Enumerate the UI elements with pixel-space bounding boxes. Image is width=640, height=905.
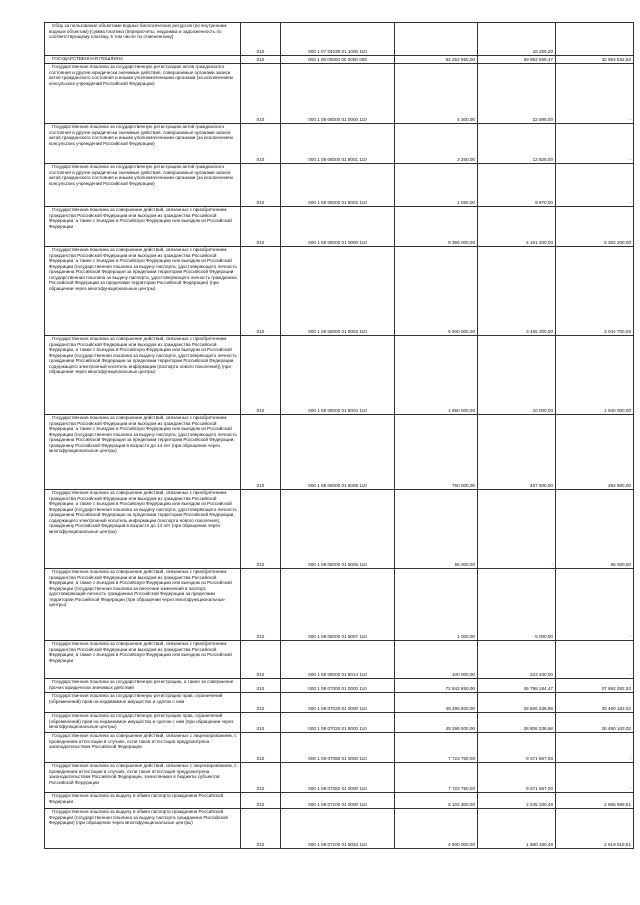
row-name-cell: Государственная пошлина за совершение действий, связанных с приобретением гражданства Российской Федерации или выходом из гражданства Российской Федерации, а также с въездом в Российскую Федерацию или выездом из Российской Федерации (государственная пошлина за внесение изменений в паспорт, удостоверяющий личность гражданина Российской Федерации за пределами территории Российской Федерации (при обращении через многофункциональные центры) [45,569,241,641]
row-kbk-cell: 000 1 08 07100 01 0000 110 [281,793,395,809]
row-code-cell: 010 [241,809,281,849]
row-name-cell: Государственная пошлина за совершение действий, связанных с приобретением гражданства Российской Федерации или выходом из гражданства Российской Федерации, а также с въездом в Российскую Федерацию или выездом из Российской Федерации (государственная пошлина за выдачу паспорта, удостоверяющего личность гражданина Российской Федерации за пределами территории Российской Федерации, содержащего электронный носитель информации (паспорта нового поколения)) (при обращении через многофункциональные центры) [45,336,241,415]
row-name-cell: Государственная пошлина за государственную регистрацию, а также за совершение прочих юридически значимых действий [45,679,241,693]
row-approved-cell: 100 000,00 [395,641,478,679]
row-approved-cell: 9 356 000,00 [395,207,478,247]
row-name-cell: Государственная пошлина за совершение действий, связанных с приобретением гражданства Российской Федерации или выходом из гражданства Российской Федерации, а также с въездом в Российскую Федерацию или выездом из Российской Федерации (государственная пошлина за выдачу паспорта, удостоверяющего личность гражданина Российской Федерации за пределами территории Российской Федерации, содержащего электронный носитель информации (паспорта нового поколения), гражданину Российской Федерации в возрасте до 14 лет (при обращении через многофункциональные центры) [45,490,241,569]
row-executed-cell: 9 371 667,00 [478,763,556,793]
row-approved-cell: 92 252 950,00 [395,56,478,64]
row-approved-cell: 1 050,00 [395,164,478,207]
table-row [45,641,634,679]
row-unexecuted-cell: 282 500,00 [556,415,634,490]
row-unexecuted-cell: - [556,763,634,793]
row-unexecuted-cell: 20 490 163,02 [556,713,634,733]
row-name-cell: Государственная пошлина за государственную регистрацию актов гражданского состояния и другие юридически значимые действия, совершаемые органами записи актов гражданского состояния и иными уполномоченными органами (за исключением консульских учреждений Российской Федерации) [45,164,241,207]
row-approved-cell [395,23,478,56]
row-unexecuted-cell: 20 490 163,02 [556,693,634,713]
row-unexecuted-cell: 1 940 000,00 [556,336,634,415]
table-row [45,679,634,693]
row-name-cell: Государственная пошлина за государственную регистрацию актов гражданского состояния и другие юридически значимые действия, совершаемые органами записи актов гражданского состояния и иными уполномоченными органами (за исключением консульских учреждений Российской Федерации) [45,64,241,124]
row-kbk-cell: 000 1 08 06000 01 8005 110 [281,415,395,490]
table-row [45,713,634,733]
row-unexecuted-cell: - [556,569,634,641]
row-unexecuted-cell: 32 994 582,53 [556,56,634,64]
budget-revenue-table [44,22,634,849]
row-name-cell: Государственная пошлина за совершение действий, связанных с лицензированием, с проведением аттестации в случаях, если такая аттестация предусмотрена законодательством Российской Федерации [45,733,241,763]
row-code-cell: 010 [241,415,281,490]
row-kbk-cell: 000 1 08 07080 01 0000 110 [281,733,395,763]
row-code-cell: 010 [241,793,281,809]
row-name-cell: Государственная пошлина за совершение действий, связанных с приобретением гражданства Российской Федерации или выходом из гражданства Российской Федерации, а также с въездом в Российскую Федерацию или выездом из Российской Федерации (государственная пошлина за выдачу паспорта, удостоверяющего личность гражданина Российской Федерации за пределами территории Российской Федерации, гражданину Российской Федерации в возрасте до 14 лет (при обращении через многофункциональные центры) [45,415,241,490]
row-code-cell: 010 [241,207,281,247]
row-executed-cell: 3 455 300,00 [478,247,556,336]
row-executed-cell: 45 798 184,47 [478,679,556,693]
row-code-cell: 010 [241,763,281,793]
row-kbk-cell: 000 1 08 07020 01 0000 110 [281,693,395,713]
row-executed-cell: 18 259,20 [478,23,556,56]
row-name-cell: ГОСУДАРСТВЕННАЯ ПОШЛИНА [45,56,241,64]
row-approved-cell: 49 296 500,00 [395,713,478,733]
row-kbk-cell: 000 1 08 06000 01 8003 110 [281,247,395,336]
row-name-cell: Государственная пошлина за выдачу и обмен паспорта гражданина Российской Федерации [45,793,241,809]
row-kbk-cell: 000 1 08 05000 01 0000 110 [281,64,395,124]
row-executed-cell: 28 806 336,98 [478,693,556,713]
row-executed-cell: 59 982 068,47 [478,56,556,64]
table-row [45,809,634,849]
table-row [45,415,634,490]
row-code-cell: 010 [241,247,281,336]
row-name-cell: Государственная пошлина за выдачу и обмен паспорта гражданина Российской Федерации (государственная пошлина за выдачу паспорта гражданина Российской Федерации) (при обращении через многофункциональные центры) [45,809,241,849]
table-row [45,336,634,415]
row-kbk-cell: 000 1 08 06000 01 8007 110 [281,569,395,641]
row-approved-cell: 6 500 000,00 [395,247,478,336]
table-row [45,164,634,207]
row-approved-cell: 56 000,00 [395,490,478,569]
row-unexecuted-cell: - [556,164,634,207]
row-kbk-cell: 000 1 08 07000 01 0000 110 [281,679,395,693]
row-code-cell: 010 [241,569,281,641]
row-code-cell: 010 [241,64,281,124]
table-row [45,793,634,809]
row-kbk-cell: 000 1 08 06000 01 8004 110 [281,336,395,415]
row-approved-cell: 3 250,00 [395,124,478,164]
row-unexecuted-cell: - [556,641,634,679]
row-unexecuted-cell: 2 619 819,51 [556,809,634,849]
row-approved-cell: 7 723 750,00 [395,763,478,793]
row-unexecuted-cell: 27 692 382,53 [556,679,634,693]
row-code-cell: 010 [241,693,281,713]
row-code-cell: 010 [241,124,281,164]
row-executed-cell: 9 371 667,00 [478,733,556,763]
table-row [45,124,634,164]
row-approved-cell: 4 300,00 [395,64,478,124]
table-row [45,569,634,641]
row-executed-cell: 467 500,00 [478,415,556,490]
row-code-cell: 010 [241,336,281,415]
table-row [45,733,634,763]
row-approved-cell: 5 102 300,00 [395,793,478,809]
row-kbk-cell: 000 1 08 06000 01 8006 110 [281,490,395,569]
table-row [45,763,634,793]
row-unexecuted-cell: 2 856 969,51 [556,793,634,809]
table-row [45,207,634,247]
row-approved-cell: 7 723 750,00 [395,733,478,763]
row-code-cell: 010 [241,641,281,679]
row-executed-cell: 4 161 200,00 [478,207,556,247]
row-code-cell: 010 [241,23,281,56]
row-executed-cell: 9 870,00 [478,164,556,207]
row-kbk-cell: 000 1 08 05000 01 8002 110 [281,164,395,207]
row-approved-cell: 72 842 650,00 [395,679,478,693]
row-kbk-cell: 000 1 08 07020 01 8000 110 [281,713,395,733]
row-kbk-cell: 000 1 08 07082 01 0000 110 [281,763,395,793]
table-row [45,56,634,64]
table-row [45,23,634,56]
row-name-cell: Государственная пошлина за совершение действий, связанных с приобретением гражданства Российской Федерации или выходом из гражданства Российской Федерации, а также с въездом в Российскую Федерацию или выездом из Российской Федерации (государственная пошлина за выдачу паспорта, удостоверяющего личность гражданина Российской Федерации за пределами территории Российской Федерации государственная пошлина за выдачу паспорта, удостоверяющего личность гражданина Российской Федерации за пределами территории Российской Федерации) (при обращении через многофункциональные центры) [45,247,241,336]
row-approved-cell: 1 950 000,00 [395,336,478,415]
row-kbk-cell: 000 1 07 04030 01 1000 110 [281,23,395,56]
row-name-cell: Государственная пошлина за совершение действий, связанных с приобретением гражданства Российской Федерации или выходом из гражданства Российской Федерации, а также с въездом в Российскую Федерацию или выездом из Российской Федерации [45,641,241,679]
row-kbk-cell: 000 1 08 06000 01 0000 110 [281,207,395,247]
row-approved-cell: 750 000,00 [395,415,478,490]
row-executed-cell: 12 825,00 [478,124,556,164]
row-kbk-cell: 000 1 08 05000 01 8001 110 [281,124,395,164]
row-unexecuted-cell: 3 044 700,00 [556,247,634,336]
row-name-cell: Государственная пошлина за государственную регистрацию актов гражданского состояния и другие юридически значимые действия, совершаемые органами записи актов гражданского состояния и иными уполномоченными органами (за исключением консульских учреждений Российской Федерации) [45,124,241,164]
row-unexecuted-cell: 56 000,00 [556,490,634,569]
row-name-cell: Государственная пошлина за государственную регистрацию прав, ограничений (обременений) прав на недвижимое имущество и сделок с ним (при обращении через многофункциональные центры) [45,713,241,733]
row-name-cell: Государственная пошлина за совершение действий, связанных с приобретением гражданства Российской Федерации или выходом из гражданства Российской Федерации, а также с въездом в Российскую Федерацию или выездом из Российской Федерации [45,207,241,247]
row-executed-cell: 5 000,00 [478,569,556,641]
table-row [45,693,634,713]
table-row [45,490,634,569]
row-name-cell: Государственная пошлина за государственную регистрацию прав, ограничений (обременений) прав на недвижимое имущество и сделок с ним [45,693,241,713]
row-executed-cell: 1 880 180,49 [478,809,556,849]
row-code-cell: 010 [241,733,281,763]
row-executed-cell: - [478,490,556,569]
row-unexecuted-cell: - [556,124,634,164]
row-executed-cell: 22 895,00 [478,64,556,124]
row-code-cell: 010 [241,679,281,693]
row-approved-cell: 4 500 000,00 [395,809,478,849]
row-unexecuted-cell: - [556,64,634,124]
row-code-cell: 010 [241,490,281,569]
row-approved-cell: 49 296 500,00 [395,693,478,713]
row-name-cell: Сбор за пользование объектами водных биологических ресурсов (по внутренним водным объектам) (сумма платежа (перерасчеты, недоимка и задолженность по соответствующему платежу, в том числе по отмененному) [45,23,241,56]
table-row [45,64,634,124]
row-kbk-cell: 000 1 08 07100 01 8034 110 [281,809,395,849]
row-executed-cell: 2 245 330,49 [478,793,556,809]
row-code-cell: 010 [241,713,281,733]
row-approved-cell: 1 000,00 [395,569,478,641]
row-kbk-cell: 000 1 08 00000 00 0000 000 [281,56,395,64]
table-row [45,247,634,336]
row-unexecuted-cell [556,23,634,56]
row-kbk-cell: 000 1 08 06000 01 8014 110 [281,641,395,679]
row-executed-cell: 28 806 336,98 [478,713,556,733]
row-unexecuted-cell: 5 302 200,00 [556,207,634,247]
row-code-cell: 010 [241,56,281,64]
row-code-cell: 010 [241,164,281,207]
row-executed-cell: 10 000,00 [478,336,556,415]
row-executed-cell: 223 400,00 [478,641,556,679]
row-unexecuted-cell: - [556,733,634,763]
row-name-cell: Государственная пошлина за совершение действий, связанных с лицензированием, с проведением аттестации в случаях, если такая аттестация предусмотрена законодательством Российской Федерации, зачисляемая в бюджеты субъектов Российской Федерации [45,763,241,793]
